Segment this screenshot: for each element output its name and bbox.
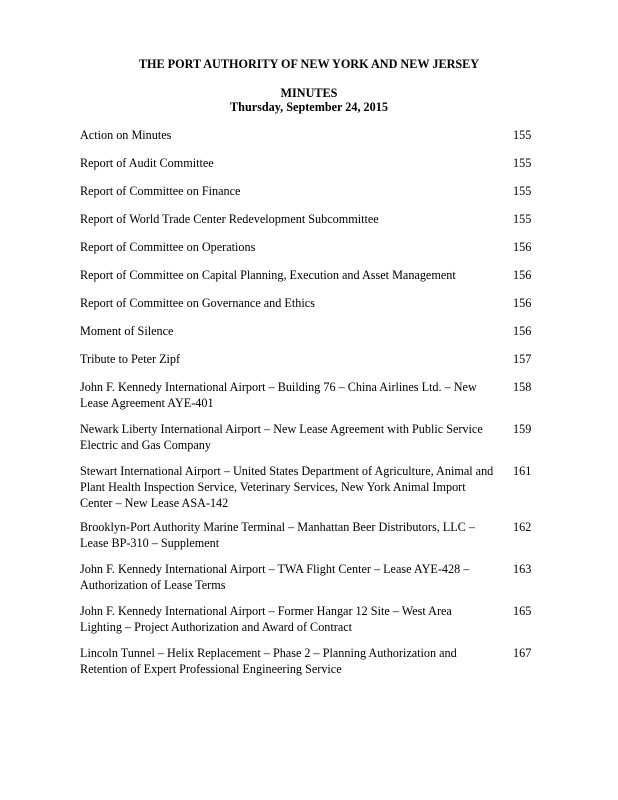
toc-entry-title: Action on Minutes [80, 128, 172, 142]
toc-entry-page: 156 [513, 324, 532, 338]
toc-entry-title: Report of Audit Committee [80, 156, 214, 170]
toc-entry-page: 165 [513, 604, 532, 618]
toc-entry-page: 155 [513, 212, 532, 226]
toc-entry-page: 162 [513, 520, 532, 534]
toc-entry-page: 163 [513, 562, 532, 576]
toc-entry-page: 155 [513, 184, 532, 198]
toc-entry-title: Tribute to Peter Zipf [80, 352, 181, 366]
toc-entry-title: Report of Committee on Operations [80, 240, 256, 254]
document-title: MINUTES [280, 86, 338, 100]
toc-entry-page: 159 [513, 422, 532, 436]
toc-entry-page: 155 [513, 128, 532, 142]
toc-entry-page: 156 [513, 296, 532, 310]
toc-entry-title: Report of Committee on Capital Planning, Execution and Asset Management [80, 268, 456, 282]
toc-entry-page: 158 [513, 380, 532, 394]
toc-entry-page: 155 [513, 156, 532, 170]
toc-entry-title: Report of World Trade Center Redevelopment Subcommittee [80, 212, 379, 226]
toc-entry-title: Newark Liberty International Airport – New Lease Agreement with Public Service Electric and Gas Company [80, 422, 483, 452]
toc-entry-title: John F. Kennedy International Airport – Building 76 – China Airlines Ltd. – New Lease Agreement AYE-401 [80, 380, 477, 410]
toc-entry-title: Report of Committee on Governance and Ethics [80, 296, 315, 310]
toc-entry-page: 156 [513, 240, 532, 254]
toc-entry-title: Brooklyn-Port Authority Marine Terminal – Manhattan Beer Distributors, LLC – Lease BP-310 – Supplement [80, 520, 475, 550]
toc-entry-title: Moment of Silence [80, 324, 174, 338]
toc-entry-title: John F. Kennedy International Airport – Former Hangar 12 Site – West Area Lighting – Project Authorization and Award of Contract [80, 604, 452, 634]
toc-entry-title: John F. Kennedy International Airport – TWA Flight Center – Lease AYE-428 – Authorization of Lease Terms [80, 562, 470, 592]
toc-entry-title: Stewart International Airport – United States Department of Agriculture, Animal and Plant Health Inspection Service, Veterinary Services, New York Animal Import Center – New Lease ASA-142 [80, 464, 494, 510]
toc-entry-title: Report of Committee on Finance [80, 184, 241, 198]
toc-entry-page: 156 [513, 268, 532, 282]
toc-entry-page: 157 [513, 352, 532, 366]
meeting-date: Thursday, September 24, 2015 [230, 100, 388, 114]
toc-entry-page: 161 [513, 464, 532, 478]
toc-entry-page: 167 [513, 646, 532, 660]
toc-entry-title: Lincoln Tunnel – Helix Replacement – Phase 2 – Planning Authorization and Retention of Expert Professional Engineering Service [80, 646, 457, 676]
organization-title: THE PORT AUTHORITY OF NEW YORK AND NEW JERSEY [138, 57, 480, 71]
